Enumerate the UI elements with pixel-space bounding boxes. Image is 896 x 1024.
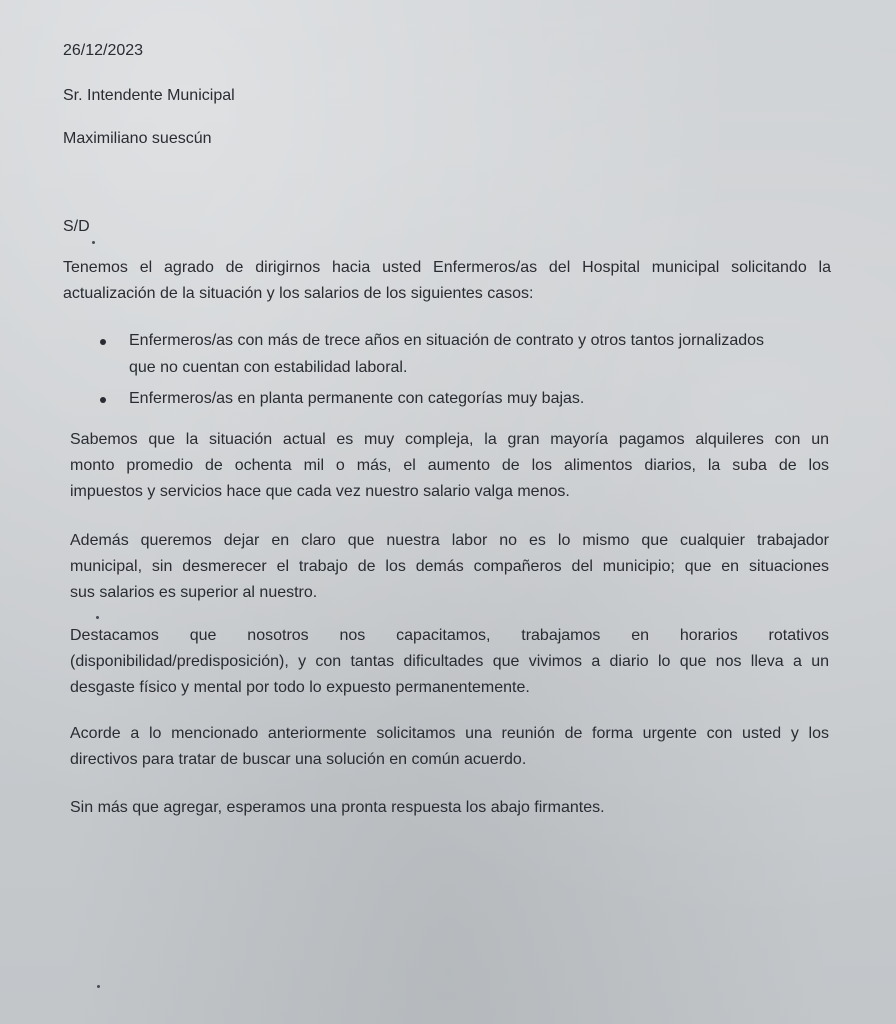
training-paragraph: [70, 623, 829, 701]
labor-paragraph: [70, 528, 829, 606]
paragraph-line: Destacamos que nosotros nos capacitamos, trabajamos en horarios rotativos: [70, 627, 829, 644]
paragraph-line: directivos para tratar de buscar una solución en común acuerdo.: [70, 751, 527, 768]
paragraph-line: Acorde a lo mencionado anteriormente solicitamos una reunión de forma urgente con usted y los: [70, 725, 829, 742]
paper-speck: [96, 616, 99, 619]
paper-speck: [97, 985, 100, 988]
recipient-title: Sr. Intendente Municipal: [63, 87, 235, 104]
paragraph-line: monto promedio de ochenta mil o más, el aumento de los alimentos diarios, la suba de los: [70, 457, 829, 474]
paragraph-line: sus salarios es superior al nuestro.: [70, 584, 318, 601]
paragraph-line: municipal, sin desmerecer el trabajo de los demás compañeros del municipio; que en situaciones: [70, 558, 829, 575]
paragraph-line: desgaste físico y mental por todo lo expuesto permanentemente.: [70, 679, 530, 696]
recipient-name: Maximiliano suescún: [63, 130, 212, 147]
paragraph-line: (disponibilidad/predisposición), y con tantas dificultades que vivimos a diario lo que nos lleva a un: [70, 653, 829, 670]
case-item: [129, 327, 841, 381]
salutation: S/D: [63, 218, 90, 235]
intro-line: actualización de la situación y los salarios de los siguientes casos:: [63, 285, 534, 302]
paragraph-line: Además queremos dejar en claro que nuestra labor no es lo mismo que cualquier trabajador: [70, 532, 829, 549]
case-item: [129, 385, 841, 412]
bullet-marker: [100, 397, 106, 403]
paper-speck: [92, 241, 95, 244]
letter-date: 26/12/2023: [63, 42, 144, 59]
case-line: que no cuentan con estabilidad laboral.: [129, 359, 408, 376]
situation-paragraph: [70, 427, 829, 505]
case-line: Enfermeros/as con más de trece años en situación de contrato y otros tantos jornalizados: [129, 332, 765, 349]
request-paragraph: [70, 721, 829, 773]
case-line: Enfermeros/as en planta permanente con categorías muy bajas.: [129, 390, 585, 407]
bullet-marker: [100, 339, 106, 345]
paragraph-line: Sabemos que la situación actual es muy compleja, la gran mayoría pagamos alquileres con un: [70, 431, 829, 448]
paragraph-line: impuestos y servicios hace que cada vez nuestro salario valga menos.: [70, 483, 570, 500]
intro-paragraph: [63, 255, 831, 307]
closing-line: Sin más que agregar, esperamos una pronta respuesta los abajo firmantes.: [70, 799, 605, 816]
intro-line: Tenemos el agrado de dirigirnos hacia usted Enfermeros/as del Hospital municipal solicitando la: [63, 259, 831, 276]
